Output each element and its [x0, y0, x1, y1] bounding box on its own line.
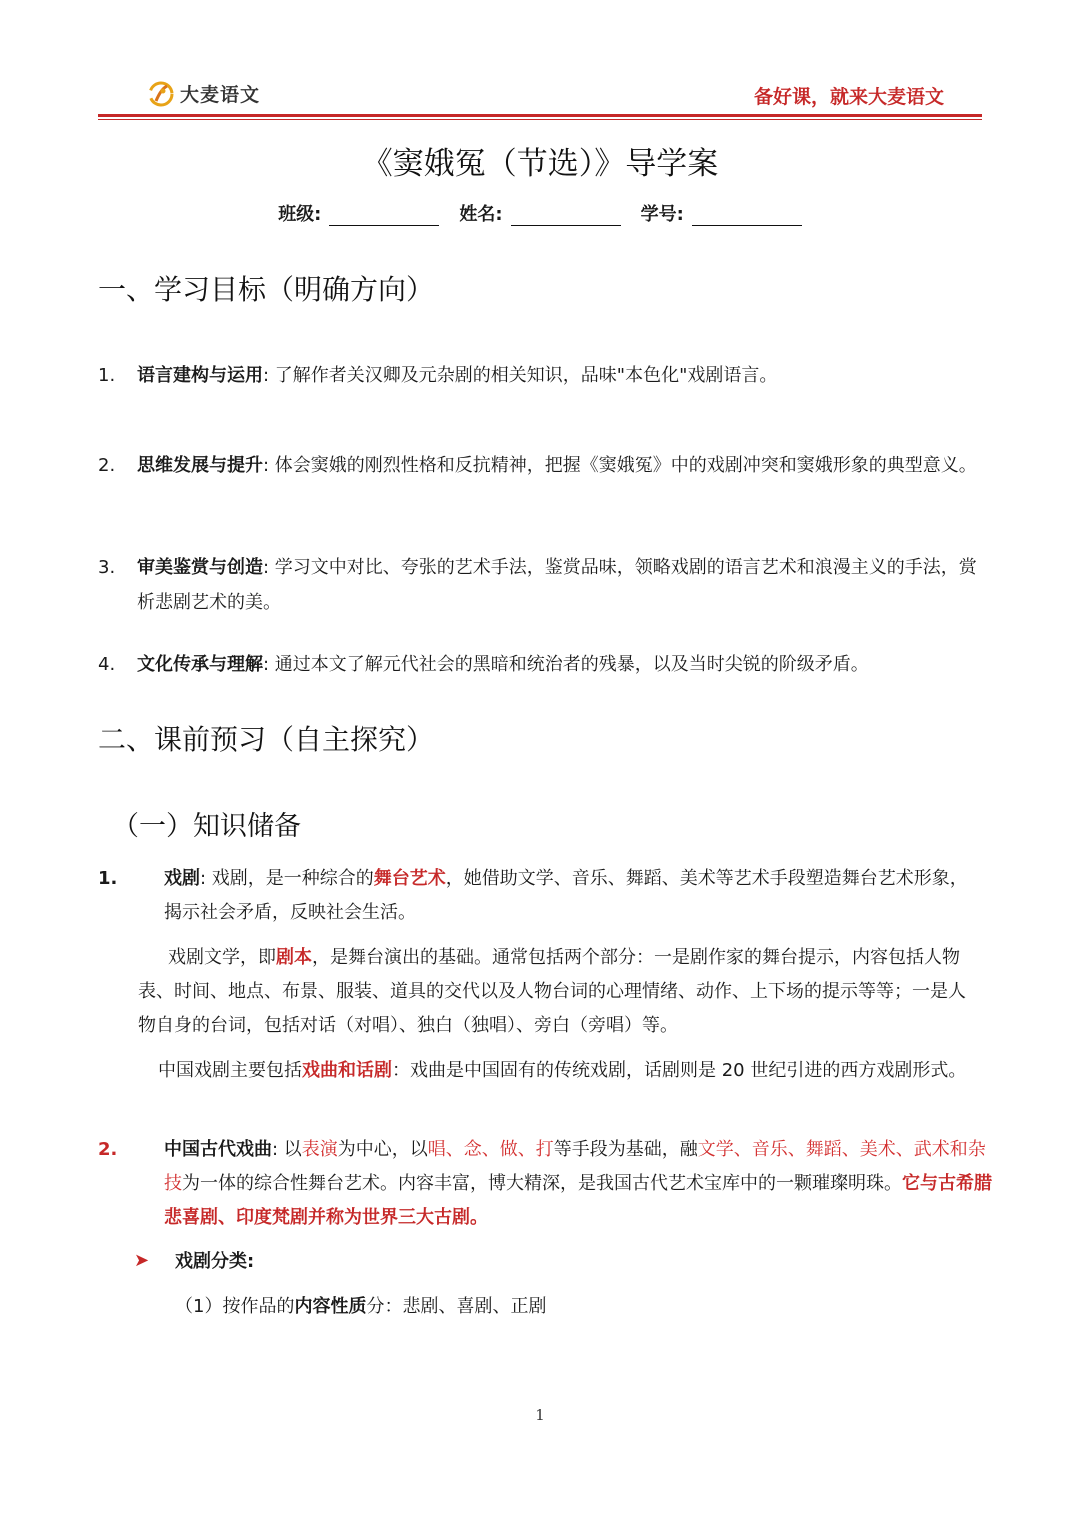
- goal-item-3: [98, 550, 998, 620]
- goal-label: 思维发展与提升: [137, 455, 263, 476]
- highlight-arts: 文学、音乐、舞蹈、美术、武术和杂技: [164, 1139, 986, 1194]
- goal-number: 1.: [98, 365, 116, 386]
- header-slogan: 备好课，就来大麦语文: [753, 86, 944, 108]
- goal-text: 通过本文了解元代社会的黑暗和统治者的残暴，以及当时尖锐的阶级矛盾。: [274, 654, 869, 675]
- highlight-performance: 表演: [301, 1139, 338, 1160]
- goal-sep: :: [263, 365, 275, 386]
- goal-item-1: [98, 358, 998, 394]
- name-blank[interactable]: [511, 205, 621, 226]
- item-text: 戏剧，是一种综合的: [211, 868, 374, 889]
- goal-label: 审美鉴赏与创造: [137, 557, 263, 578]
- subsection-heading: （一）知识储备: [112, 811, 301, 842]
- page-title: 《窦娥冤（节选）》导学案: [361, 146, 719, 182]
- goal-sep: :: [263, 455, 275, 476]
- item-label: 戏剧: [164, 868, 200, 889]
- highlight-techniques: 唱、念、做、打: [427, 1139, 554, 1160]
- goal-label: 文化传承与理解: [137, 654, 263, 675]
- class-blank[interactable]: [329, 205, 439, 226]
- goal-item-2: [98, 443, 998, 488]
- goal-text: 了解作者关汉卿及元杂剧的相关知识，品味"本色化"戏剧语言。: [274, 365, 778, 386]
- knowledge-item-1: [98, 862, 988, 930]
- class-prefix: （1）按作品的: [175, 1296, 295, 1317]
- class-label: 班级:: [278, 204, 322, 225]
- name-field[interactable]: [459, 200, 620, 226]
- header-divider: [98, 114, 982, 117]
- classification-heading: 戏剧分类:: [175, 1251, 255, 1272]
- highlight-script: 剧本: [276, 947, 312, 968]
- name-label: 姓名:: [459, 204, 503, 225]
- para-text: ：戏曲是中国固有的传统戏剧，话剧则是 20 世纪引进的西方戏剧形式。: [392, 1060, 967, 1081]
- goal-number: 4.: [98, 654, 116, 675]
- goal-number: 2.: [98, 455, 116, 476]
- arrow-bullet-icon: ➤: [134, 1250, 150, 1271]
- item-number: 1.: [98, 868, 118, 889]
- item-sep: :: [200, 868, 212, 889]
- page-number: 1: [535, 1406, 545, 1424]
- classification-item-1: [175, 1290, 546, 1324]
- class-bold: 内容性质: [294, 1296, 367, 1317]
- id-blank[interactable]: [692, 205, 802, 226]
- item-text: ，她借助文学、音乐、舞蹈、美术等艺术手段塑造舞台艺术形象，揭示社会矛盾，反映社会生活。: [164, 868, 968, 923]
- student-info-row: [0, 200, 1080, 226]
- goal-sep: :: [263, 557, 275, 578]
- highlight-opera-drama: 戏曲和话剧: [302, 1060, 392, 1081]
- header-divider-thin: [98, 119, 982, 120]
- brand-logo: [148, 80, 260, 107]
- wheat-logo-icon: [148, 81, 174, 107]
- chinese-drama-paragraph: [158, 1054, 983, 1088]
- highlight-three-dramas: 它与古希腊悲喜剧、印度梵剧并称为世界三大古剧。: [164, 1173, 992, 1228]
- item-text: 以: [283, 1139, 302, 1160]
- id-label: 学号:: [640, 204, 684, 225]
- goal-text: 学习文中对比、夸张的艺术手法，鉴赏品味，领略戏剧的语言艺术和浪漫主义的手法，赏析悲剧艺术的美。: [137, 557, 977, 613]
- section2-heading: 二、课前预习（自主探究）: [98, 723, 435, 756]
- drama-literature-paragraph: [138, 941, 983, 1043]
- class-field[interactable]: [278, 200, 439, 226]
- highlight-stage-art: 舞台艺术: [373, 868, 446, 889]
- item-text: 为中心，以: [337, 1139, 428, 1160]
- goal-text: 体会窦娥的刚烈性格和反抗精神，把握《窦娥冤》中的戏剧冲突和窦娥形象的典型意义。: [274, 455, 977, 476]
- brand-name: 大麦语文: [180, 84, 261, 106]
- knowledge-item-2: [98, 1133, 993, 1235]
- goal-label: 语言建构与运用: [137, 365, 263, 386]
- item-number: 2.: [98, 1139, 118, 1160]
- goal-number: 3.: [98, 557, 116, 578]
- para-text: 戏剧文学，即: [168, 947, 276, 968]
- section1-heading: 一、学习目标（明确方向）: [98, 273, 435, 306]
- goal-sep: :: [263, 654, 275, 675]
- para-text: ，是舞台演出的基础。通常包括两个部分：一是剧作家的舞台提示，内容包括人物表、时间、地点、布景、服装、道具的交代以及人物台词的心理情绪、动作、上下场的提示等等；一是人物自身的台词，包括对话（对唱）、独白（独唱）、旁白（旁唱）等。: [138, 947, 966, 1036]
- item-sep: :: [272, 1139, 284, 1160]
- id-field[interactable]: [641, 200, 802, 226]
- item-text: 为一体的综合性舞台艺术。内容丰富，博大精深，是我国古代艺术宝库中的一颗璀璨明珠。: [182, 1173, 902, 1194]
- item-text: 等手段为基础，融: [553, 1139, 698, 1160]
- para-text: 中国戏剧主要包括: [158, 1060, 302, 1081]
- goal-item-4: [98, 647, 998, 683]
- class-rest: 分：悲剧、喜剧、正剧: [366, 1296, 547, 1317]
- item-label: 中国古代戏曲: [164, 1139, 272, 1160]
